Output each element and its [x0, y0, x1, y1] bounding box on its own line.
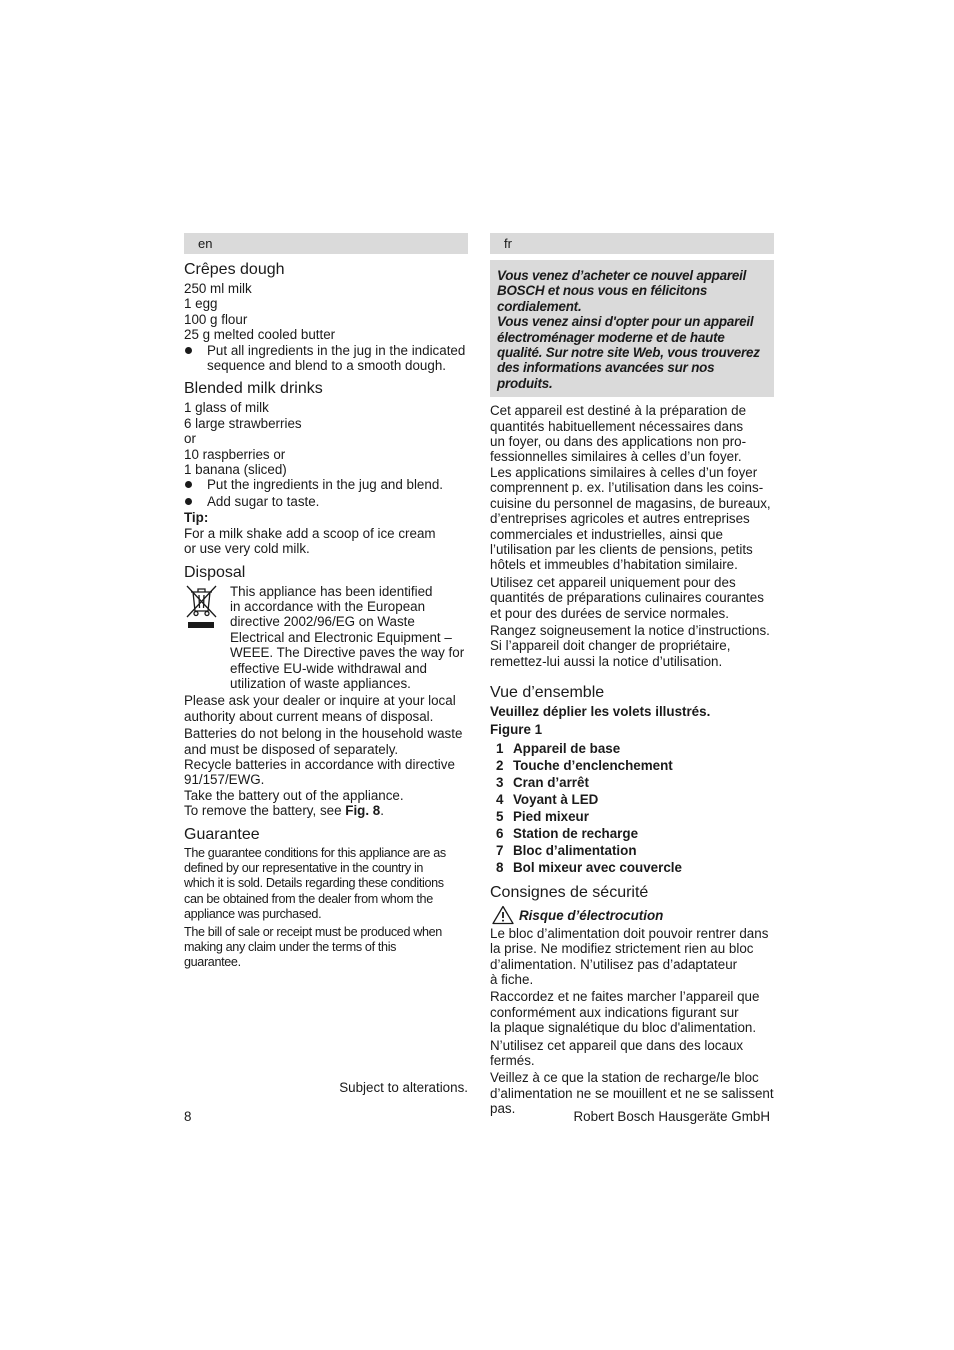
- intro-box: [490, 260, 774, 397]
- figure-reference: Fig. 8: [345, 803, 381, 819]
- text-line: l’utilisation par les clients de pensions, petits: [490, 541, 753, 557]
- text-line: remettez-lui aussi la notice d’utilisation.: [490, 653, 723, 669]
- part-number: 6: [496, 825, 504, 841]
- part-label: Bol mixeur avec couvercle: [513, 859, 682, 875]
- ingredient-line: 10 raspberries or: [184, 446, 286, 462]
- storage-paragraph: [490, 623, 774, 669]
- intro-line: BOSCH et nous vous en félicitons: [497, 283, 708, 299]
- part-number: 2: [496, 757, 504, 773]
- disposal-heading: Disposal: [184, 563, 246, 581]
- text-line: The guarantee conditions for this appliance are as: [184, 845, 446, 860]
- part-label: Voyant à LED: [513, 791, 599, 807]
- weee-line: utilization of waste appliances.: [230, 675, 411, 691]
- text-line: authority about current means of disposal.: [184, 708, 434, 724]
- intro-line: des informations avancées sur nos produits.: [497, 360, 715, 391]
- part-label: Touche d’enclenchement: [513, 757, 673, 773]
- weee-notice: [184, 584, 468, 692]
- safety-paragraph-3: [490, 1038, 774, 1069]
- remove-battery-end: .: [380, 803, 384, 819]
- crepes-step: Put all ingredients in the jug in the indicated sequence and blend to a smooth dough.: [184, 343, 468, 374]
- publisher-name: Robert Bosch Hausgeräte GmbH: [573, 1109, 770, 1124]
- part-number: 8: [496, 859, 504, 875]
- subject-to-alterations: Subject to alterations.: [339, 1080, 468, 1095]
- ingredient-line: 100 g flour: [184, 311, 248, 327]
- crepes-ingredients: [184, 281, 468, 343]
- text-line: quantités de préparations culinaires courantes: [490, 590, 764, 606]
- ingredient-line: or: [184, 431, 196, 447]
- tip-line: For a milk shake add a scoop of ice cream: [184, 525, 436, 541]
- text-line: and must be disposed of separately.: [184, 741, 399, 757]
- list-item: [490, 775, 774, 790]
- intro-line: Vous venez d’acheter ce nouvel appareil: [497, 268, 747, 283]
- text-line: comprennent p. ex. l’utilisation dans les coins-: [490, 480, 764, 496]
- text-line: à fiche.: [490, 972, 534, 987]
- weee-line: effective EU-wide withdrawal and: [230, 660, 427, 676]
- tip-line: or use very cold milk.: [184, 541, 310, 557]
- milk-drinks-step: Add sugar to taste.: [184, 494, 468, 509]
- ingredient-line: 6 large strawberries: [184, 415, 302, 431]
- part-number: 1: [496, 740, 504, 756]
- language-bar-en: en: [184, 233, 468, 254]
- dealer-paragraph: [184, 693, 468, 724]
- weee-line: directive 2002/96/EG on Waste: [230, 614, 415, 630]
- overview-heading: Vue d’ensemble: [490, 684, 605, 702]
- tip-label: Tip:: [184, 510, 209, 526]
- intro-line: électroménager moderne et de haute: [497, 329, 725, 345]
- text-line: Raccordez et ne faites marcher l’appareil que: [490, 989, 760, 1005]
- guarantee-paragraph-1: [184, 846, 468, 923]
- intro-line: Vous venez ainsi d'opter pour un appareil: [497, 314, 754, 330]
- ingredient-line: 1 egg: [184, 296, 218, 312]
- text-line: The bill of sale or receipt must be produced when: [184, 924, 442, 939]
- text-line: Les applications similaires à celles d’un foyer: [490, 464, 758, 480]
- french-column: [490, 233, 774, 1119]
- battery-paragraph: [184, 726, 468, 818]
- list-item: [490, 792, 774, 807]
- weee-line: This appliance has been identified: [230, 583, 433, 599]
- milk-drinks-step: Put the ingredients in the jug and blend.: [184, 477, 468, 492]
- text-line: la prise. Ne modifiez strictement rien au bloc: [490, 941, 754, 957]
- tip-text: [184, 526, 468, 557]
- text-line: defined by our representative in the country in: [184, 861, 424, 875]
- list-item: [490, 860, 774, 875]
- intro-line: qualité. Sur notre site Web, vous trouverez: [497, 345, 760, 361]
- part-label: Pied mixeur: [513, 808, 589, 824]
- english-column: [184, 233, 468, 973]
- list-item: [490, 741, 774, 756]
- usage-paragraph: [490, 403, 774, 572]
- text-line: fessionnelles similaires à celles d’un foyer.: [490, 449, 742, 465]
- text-line: Le bloc d’alimentation doit pouvoir rentrer dans: [490, 925, 769, 941]
- safety-paragraph-2: [490, 989, 774, 1035]
- language-bar-fr: fr: [490, 233, 774, 254]
- text-line: conformément aux indications figurant sur: [490, 1004, 739, 1020]
- text-line: fermés.: [490, 1053, 535, 1069]
- milk-drinks-ingredients: [184, 400, 468, 477]
- remove-battery-text: To remove the battery, see: [184, 803, 346, 819]
- crepes-heading: Crêpes dough: [184, 261, 285, 278]
- text-line: quantités habituellement nécessaires dans: [490, 418, 744, 434]
- text-line: appliance was purchased.: [184, 907, 322, 922]
- part-number: 7: [496, 842, 504, 858]
- intro-line: cordialement.: [497, 298, 582, 314]
- text-line: d’entreprises agricoles et autres entreprises: [490, 511, 750, 527]
- ingredient-line: 25 g melted cooled butter: [184, 327, 336, 343]
- guarantee-heading: Guarantee: [184, 825, 260, 843]
- list-item: [490, 826, 774, 841]
- text-line: Utilisez cet appareil uniquement pour des: [490, 574, 736, 590]
- quantities-paragraph: [490, 575, 774, 621]
- milk-drinks-heading: Blended milk drinks: [184, 380, 323, 398]
- part-number: 4: [496, 791, 504, 807]
- list-item: [490, 758, 774, 773]
- ingredient-line: 250 ml milk: [184, 281, 252, 296]
- text-line: Batteries do not belong in the household waste: [184, 726, 463, 742]
- part-number: 5: [496, 808, 504, 824]
- text-line: 91/157/EWG.: [184, 772, 265, 788]
- text-line: pas.: [490, 1101, 516, 1117]
- text-line: guarantee.: [184, 955, 241, 970]
- text-line: un foyer, ou dans des applications non pro-: [490, 434, 747, 450]
- text-line: Veillez à ce que la station de recharge/le bloc: [490, 1070, 759, 1086]
- text-line: Please ask your dealer or inquire at your local: [184, 693, 456, 709]
- guarantee-paragraph-2: [184, 925, 468, 971]
- text-line: can be obtained from the dealer from whom the: [184, 891, 433, 906]
- part-label: Cran d’arrêt: [513, 774, 589, 790]
- unfold-instruction: Veuillez déplier les volets illustrés.: [490, 704, 711, 720]
- text-line: cuisine du personnel de magasins, de bureaux,: [490, 495, 771, 511]
- text-line: la plaque signalétique du bloc d'alimentation.: [490, 1020, 757, 1036]
- parts-list: [490, 741, 774, 875]
- ingredient-line: 1 banana (sliced): [184, 462, 287, 478]
- text-line: Take the battery out of the appliance.: [184, 787, 404, 803]
- list-item: [490, 809, 774, 824]
- text-line: Rangez soigneusement la notice d’instructions.: [490, 622, 770, 638]
- part-label: Appareil de base: [513, 740, 621, 756]
- ingredient-line: 1 glass of milk: [184, 400, 269, 416]
- text-line: which it is sold. Details regarding these conditions: [184, 876, 444, 891]
- text-line: d’alimentation ne se mouillent et ne se salissent: [490, 1085, 774, 1101]
- text-line: making any claim under the terms of this: [184, 940, 397, 955]
- warning-text: Risque d’électrocution: [519, 908, 664, 924]
- page-number: 8: [184, 1109, 192, 1124]
- part-label: Bloc d’alimentation: [513, 842, 637, 858]
- text-line: et pour des durées de service normales.: [490, 605, 729, 621]
- text-line: Cet appareil est destiné à la préparation de: [490, 403, 747, 419]
- electrocution-warning: [490, 908, 774, 923]
- text-line: N’utilisez cet appareil que dans des locaux: [490, 1037, 744, 1053]
- weee-crossed-bin-icon: [184, 582, 218, 630]
- text-line: Si l’appareil doit changer de propriétaire,: [490, 638, 731, 654]
- safety-paragraph-1: [490, 926, 774, 988]
- weee-line: in accordance with the European: [230, 598, 426, 614]
- part-label: Station de recharge: [513, 825, 639, 841]
- remove-battery-line: [184, 803, 468, 818]
- weee-line: Electrical and Electronic Equipment –: [230, 629, 452, 645]
- text-line: d’alimentation. N’utilisez pas d’adaptateur: [490, 956, 738, 972]
- text-line: Recycle batteries in accordance with directive: [184, 756, 455, 772]
- safety-heading: Consignes de sécurité: [490, 884, 649, 902]
- text-line: commerciales et industrielles, ainsi que: [490, 526, 723, 542]
- part-number: 3: [496, 774, 504, 790]
- text-line: hôtels et immeubles d’habitation similaire.: [490, 557, 738, 573]
- figure-label: Figure 1: [490, 721, 543, 737]
- weee-line: WEEE. The Directive paves the way for: [230, 645, 465, 661]
- list-item: [490, 843, 774, 858]
- warning-triangle-icon: [492, 905, 514, 925]
